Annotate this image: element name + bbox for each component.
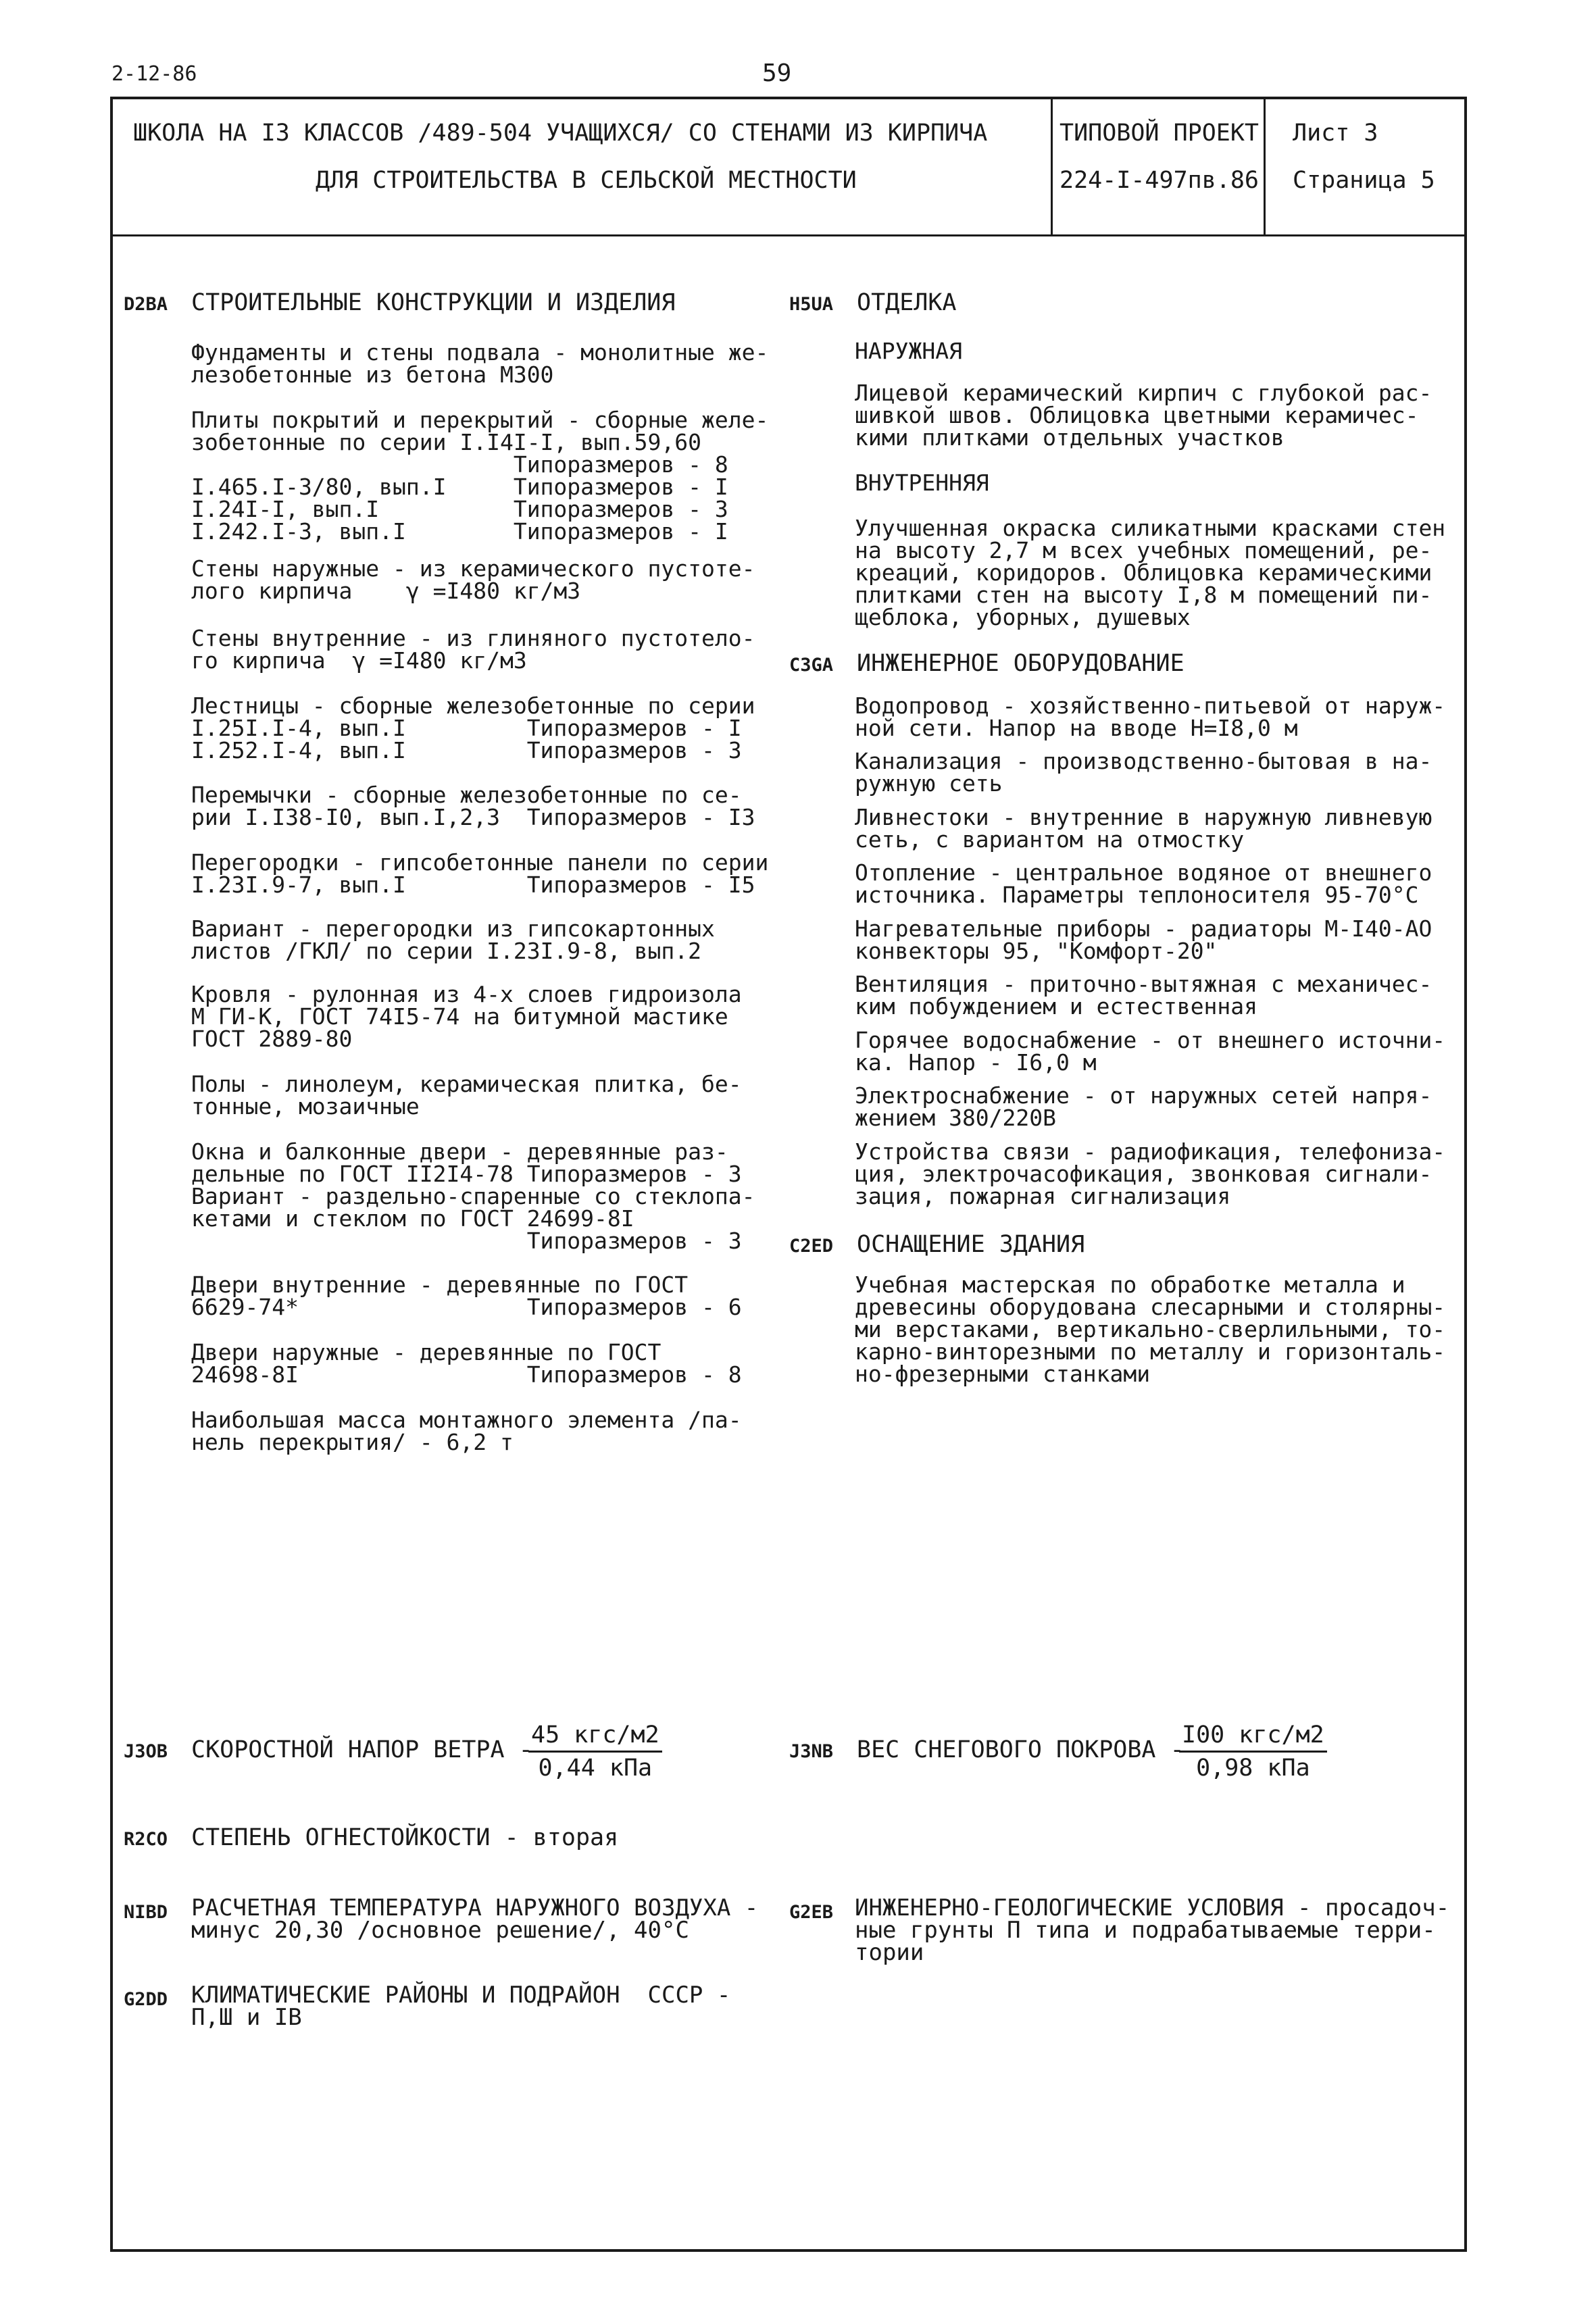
paragraph-water: Водопровод - хозяйственно-питьевой от наруж- ной сети. Напор на вводе Н=I8,0 м xyxy=(855,693,1446,741)
section-code: G2DD xyxy=(124,1989,168,2010)
paragraph-inner-walls: Стены внутренние - из глиняного пустотело- го кирпича γ =I480 кг/м3 xyxy=(191,625,755,674)
project-cell xyxy=(1053,99,1266,234)
subheading-outer: НАРУЖНАЯ xyxy=(855,338,962,364)
temperature-text: РАСЧЕТНАЯ ТЕМПЕРАТУРА НАРУЖНОГО ВОЗДУХА - минус 20,30 /основное решение/, 40°С xyxy=(191,1894,759,1944)
paragraph-roof: Кровля - рулонная из 4-х слоев гидроизола М ГИ-К, ГОСТ 74I5-74 на битумной мастике ГОСТ 2889-80 xyxy=(191,981,742,1052)
title-cell xyxy=(113,99,1053,234)
paragraph-floors: Полы - линолеум, керамическая плитка, бе- тонные, мозаичные xyxy=(191,1071,742,1120)
section-code: C3GA xyxy=(789,655,834,676)
paragraph-radiators: Нагревательные приборы - радиаторы М-I40-АО конвекторы 95, "Комфорт-20" xyxy=(855,915,1432,964)
paragraph-sewage: Канализация - производственно-бытовая в на- ружную сеть xyxy=(855,748,1432,797)
paragraph-partitions-variant: Вариант - перегородки из гипсокартонных листов /ГКЛ/ по серии I.23I.9-8, вып.2 xyxy=(191,915,715,964)
document-code: 2-12-86 xyxy=(111,62,197,86)
snow-numerator: I00 кгс/м2 xyxy=(1179,1719,1327,1753)
climate-text: КЛИМАТИЧЕСКИЕ РАЙОНЫ И ПОДРАЙОН СССР - П,Ш и IВ xyxy=(191,1982,731,2031)
paragraph-inner-doors: Двери внутренние - деревянные по ГОСТ 6629-74* Типоразмеров - 6 xyxy=(191,1272,742,1320)
wind-numerator: 45 кгс/м2 xyxy=(528,1719,662,1753)
section-title: СТРОИТЕЛЬНЫЕ КОНСТРУКЦИИ И ИЗДЕЛИЯ xyxy=(191,289,676,316)
document-title-line-1: ШКОЛА НА I3 КЛАССОВ /489-504 УЧАЩИХСЯ/ СО СТЕНАМИ ИЗ КИРПИЧА xyxy=(133,120,988,147)
sheet-cell xyxy=(1266,99,1464,234)
paragraph-heating: Отопление - центральное водяное от внешнего источника. Параметры теплоносителя 95-70°С xyxy=(855,859,1432,908)
paragraph-ventilation: Вентиляция - приточно-вытяжная с механичес- ким побуждением и естественная xyxy=(855,971,1432,1020)
paragraph-storm-drain: Ливнестоки - внутренние в наружную ливневую сеть, с вариантом на отмостку xyxy=(855,804,1432,853)
title-block xyxy=(113,99,1464,236)
paragraph-communications: Устройства связи - радиофикация, телефониза- ция, электрочасофикация, звонковая сигнали- зация, пожарная сигнализация xyxy=(855,1138,1446,1209)
section-code: H5UA xyxy=(789,294,834,315)
paragraph-workshop: Учебная мастерская по обработке металла и древесины оборудована слесарными и столярны- ми верстаками, вертикально-сверлильными, то- карно-винторезными по металлу и горизонталь- но-фрезерными станками xyxy=(855,1272,1446,1387)
snow-text: ВЕС СНЕГОВОГО ПОКРОВА - xyxy=(857,1736,1184,1763)
paragraph-outer-doors: Двери наружные - деревянные по ГОСТ 24698-8I Типоразмеров - 8 xyxy=(191,1339,742,1388)
section-heading-engineering xyxy=(789,650,1184,677)
section-heading-finish xyxy=(789,289,957,316)
paragraph-hot-water: Горячее водоснабжение - от внешнего источни- ка. Напор - I6,0 м xyxy=(855,1027,1446,1076)
section-code: D2BA xyxy=(124,294,168,315)
section-heading-construction xyxy=(124,289,675,316)
section-title: ОСНАЩЕНИЕ ЗДАНИЯ xyxy=(857,1231,1085,1258)
section-title: ОТДЕЛКА xyxy=(857,289,957,316)
section-heading-equipment xyxy=(789,1231,1084,1258)
subheading-inner: ВНУТРЕННЯЯ xyxy=(855,470,989,496)
wind-denominator: 0,44 кПа xyxy=(538,1755,653,1782)
sheet-number: Лист 3 xyxy=(1293,120,1378,147)
wind-pressure-value xyxy=(528,1719,662,1784)
paragraph-partitions: Перегородки - гипсобетонные панели по серии I.23I.9-7, вып.I Типоразмеров - I5 xyxy=(191,849,769,898)
document-title-line-2: ДЛЯ СТРОИТЕЛЬСТВА В СЕЛЬСКОЙ МЕСТНОСТИ xyxy=(316,167,857,194)
section-code: J3NB xyxy=(789,1741,834,1762)
section-code: NIBD xyxy=(124,1902,168,1923)
design-temperature xyxy=(124,1897,191,1924)
section-code: R2CO xyxy=(124,1829,168,1850)
wind-text: СКОРОСТНОЙ НАПОР ВЕТРА - xyxy=(191,1736,533,1763)
section-code: C2ED xyxy=(789,1236,834,1257)
page-number: 59 xyxy=(762,59,792,87)
section-title: ИНЖЕНЕРНОЕ ОБОРУДОВАНИЕ xyxy=(857,650,1184,677)
project-label: ТИПОВОЙ ПРОЕКТ xyxy=(1059,120,1260,147)
climate-regions xyxy=(124,1984,191,2011)
section-code: J3OB xyxy=(124,1741,168,1762)
paragraph-stairs: Лестницы - сборные железобетонные по серии I.25I.I-4, вып.I Типоразмеров - I I.252.I-4, вып.I Типоразмеров - 3 xyxy=(191,693,755,763)
geology-conditions xyxy=(789,1897,857,1924)
snow-load-value xyxy=(1179,1719,1327,1784)
paragraph-outer-walls: Стены наружные - из керамического пустоте- лого кирпича γ =I480 кг/м3 xyxy=(191,555,755,604)
page-label: Страница 5 xyxy=(1293,167,1435,194)
paragraph-foundations: Фундаменты и стены подвала - монолитные же- лезобетонные из бетона М300 xyxy=(191,339,769,388)
paragraph-max-mass: Наибольшая масса монтажного элемента /па- нель перекрытия/ - 6,2 т xyxy=(191,1407,742,1455)
project-number: 224-I-497пв.86 xyxy=(1059,167,1260,194)
paragraph-inner-finish: Улучшенная окраска силикатными красками стен на высоту 2,7 м всех учебных помещений, ре- креаций, коридоров. Облицовка керамическими плитками стен на высоту I,8 м помещений пи- щеблока, уборных, душевых xyxy=(855,515,1446,630)
paragraph-electricity: Электроснабжение - от наружных сетей напря- жением 380/220В xyxy=(855,1082,1432,1131)
paragraph-windows: Окна и балконные двери - деревянные раз- дельные по ГОСТ II2I4-78 Типоразмеров - 3 Вариант - раздельно-спаренные со стеклопа- кетами и стеклом по ГОСТ 24699-8I Типоразмеров - 3 xyxy=(191,1138,755,1254)
paragraph-lintels: Перемычки - сборные железобетонные по се- рии I.I38-I0, вып.I,2,3 Типоразмеров - I3 xyxy=(191,782,755,830)
snow-load-label xyxy=(789,1736,1184,1763)
fire-text: СТЕПЕНЬ ОГНЕСТОЙКОСТИ - вторая xyxy=(191,1824,619,1851)
snow-denominator: 0,98 кПа xyxy=(1196,1755,1310,1782)
section-code: G2EB xyxy=(789,1902,834,1923)
paragraph-outer-finish: Лицевой керамический кирпич с глубокой рас- шивкой швов. Облицовка цветными керамичес- кими плитками отдельных участков xyxy=(855,380,1432,451)
geology-text: ИНЖЕНЕРНО-ГЕОЛОГИЧЕСКИЕ УСЛОВИЯ - просадоч- ные грунты П типа и подрабатываемые терри- тории xyxy=(855,1894,1450,1966)
wind-pressure-label xyxy=(124,1736,533,1763)
paragraph-slabs: Плиты покрытий и перекрытий - сборные желе- зобетонные по серии I.I4I-I, вып.59,60 Типоразмеров - 8 I.465.I-3/80, вып.I Типоразмеров - I I.24I-I, вып.I Типоразмеров - 3 I.242.I-3, вып.I Типоразмеров - I xyxy=(191,407,769,545)
fire-resistance xyxy=(124,1824,618,1851)
